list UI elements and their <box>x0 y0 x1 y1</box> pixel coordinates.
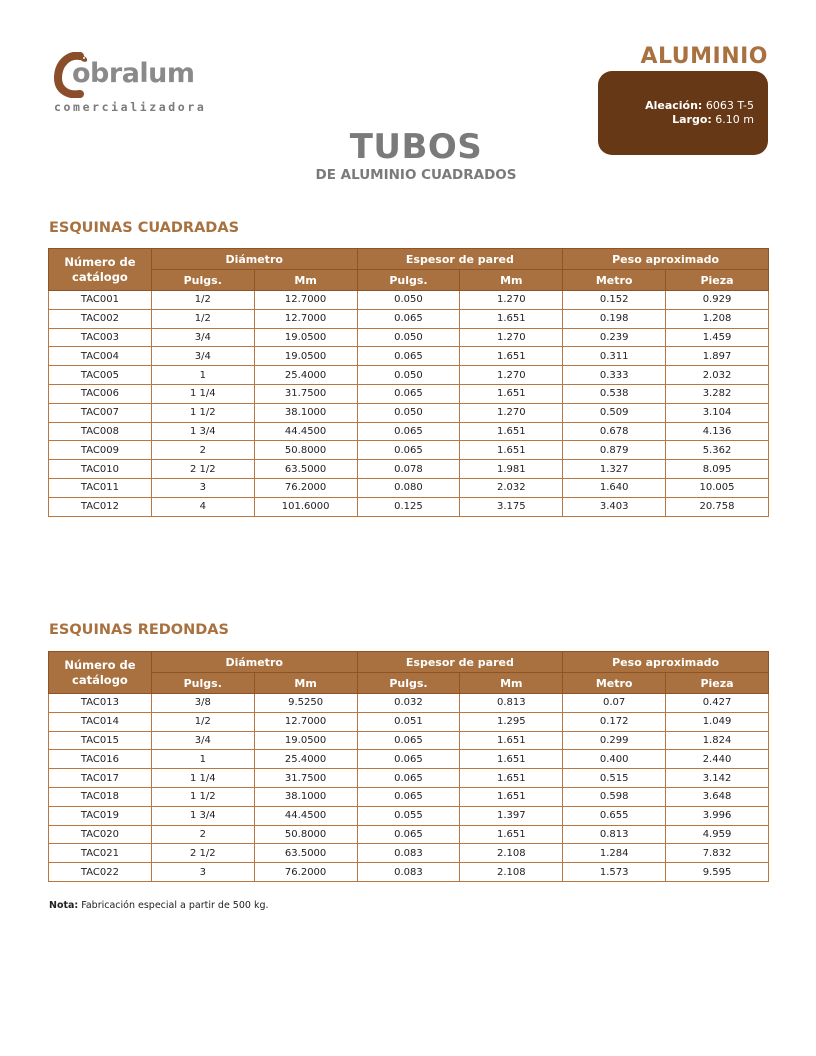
cell-diameter-pulgs: 1/2 <box>151 309 254 328</box>
cell-diameter-pulgs: 1 3/4 <box>151 806 254 825</box>
cell-diameter-mm: 101.6000 <box>254 497 357 516</box>
cell-weight-pieza: 0.929 <box>666 291 769 310</box>
header-wall-pulgs: Pulgs. <box>357 673 460 694</box>
length-value: 6.10 m <box>715 113 754 126</box>
cell-weight-pieza: 9.595 <box>666 863 769 882</box>
cell-weight-metro: 0.311 <box>563 347 666 366</box>
cell-diameter-pulgs: 3 <box>151 478 254 497</box>
cell-wall-mm: 1.651 <box>460 787 563 806</box>
cell-weight-metro: 1.284 <box>563 844 666 863</box>
cell-diameter-mm: 9.5250 <box>254 694 357 713</box>
table-row <box>49 844 769 863</box>
cell-weight-pieza: 4.959 <box>666 825 769 844</box>
cell-diameter-pulgs: 2 <box>151 825 254 844</box>
cell-weight-metro: 0.509 <box>563 403 666 422</box>
table-row <box>49 478 769 497</box>
cell-weight-metro: 1.327 <box>563 460 666 479</box>
cell-weight-metro: 1.573 <box>563 863 666 882</box>
cell-weight-pieza: 1.824 <box>666 731 769 750</box>
cell-weight-pieza: 3.996 <box>666 806 769 825</box>
cell-weight-pieza: 8.095 <box>666 460 769 479</box>
cell-wall-mm: 1.270 <box>460 403 563 422</box>
header-weight-pieza: Pieza <box>666 673 769 694</box>
page-title: TUBOS <box>349 127 483 167</box>
table-body <box>49 694 769 882</box>
cell-wall-pulgs: 0.083 <box>357 844 460 863</box>
cell-diameter-pulgs: 3 <box>151 863 254 882</box>
cell-weight-pieza: 2.032 <box>666 366 769 385</box>
cell-wall-pulgs: 0.050 <box>357 291 460 310</box>
header-wall-mm: Mm <box>460 270 563 291</box>
cell-wall-pulgs: 0.065 <box>357 731 460 750</box>
cell-wall-mm: 1.651 <box>460 309 563 328</box>
cell-wall-pulgs: 0.065 <box>357 825 460 844</box>
cell-wall-mm: 3.175 <box>460 497 563 516</box>
cell-catalog: TAC009 <box>49 441 152 460</box>
cell-wall-pulgs: 0.065 <box>357 347 460 366</box>
header-diameter: Diámetro <box>151 249 357 270</box>
cell-weight-metro: 0.198 <box>563 309 666 328</box>
cell-catalog: TAC006 <box>49 384 152 403</box>
table-row <box>49 384 769 403</box>
cell-wall-mm: 1.295 <box>460 712 563 731</box>
cell-diameter-mm: 12.7000 <box>254 712 357 731</box>
cell-weight-metro: 0.598 <box>563 787 666 806</box>
page-subtitle: DE ALUMINIO CUADRADOS <box>315 167 517 183</box>
table-row <box>49 863 769 882</box>
cell-weight-metro: 0.538 <box>563 384 666 403</box>
cell-weight-metro: 0.879 <box>563 441 666 460</box>
cell-weight-pieza: 3.648 <box>666 787 769 806</box>
cell-weight-metro: 0.152 <box>563 291 666 310</box>
cell-wall-mm: 2.108 <box>460 863 563 882</box>
header-diameter-pulgs: Pulgs. <box>151 270 254 291</box>
cell-diameter-mm: 19.0500 <box>254 731 357 750</box>
cell-diameter-mm: 25.4000 <box>254 366 357 385</box>
cell-weight-metro: 1.640 <box>563 478 666 497</box>
cell-weight-metro: 0.515 <box>563 769 666 788</box>
note-label: Nota: <box>49 900 79 911</box>
header-catalog: Número de catálogo <box>49 249 152 291</box>
table-row <box>49 694 769 713</box>
header-catalog: Número de catálogo <box>49 652 152 694</box>
table-row <box>49 291 769 310</box>
cell-weight-pieza: 10.005 <box>666 478 769 497</box>
cell-weight-metro: 0.239 <box>563 328 666 347</box>
cell-diameter-mm: 76.2000 <box>254 863 357 882</box>
cell-diameter-pulgs: 1 <box>151 750 254 769</box>
cell-wall-mm: 1.270 <box>460 328 563 347</box>
cell-diameter-mm: 76.2000 <box>254 478 357 497</box>
table-row <box>49 460 769 479</box>
company-logo <box>52 52 222 122</box>
table-row <box>49 309 769 328</box>
cell-wall-pulgs: 0.065 <box>357 750 460 769</box>
table-row <box>49 712 769 731</box>
header-wall-pulgs: Pulgs. <box>357 270 460 291</box>
cell-diameter-pulgs: 1 1/2 <box>151 403 254 422</box>
cell-catalog: TAC007 <box>49 403 152 422</box>
cell-weight-pieza: 7.832 <box>666 844 769 863</box>
cell-diameter-pulgs: 3/4 <box>151 731 254 750</box>
cell-weight-metro: 0.299 <box>563 731 666 750</box>
cell-wall-pulgs: 0.050 <box>357 403 460 422</box>
table-row <box>49 441 769 460</box>
cell-wall-pulgs: 0.065 <box>357 384 460 403</box>
header-diameter: Diámetro <box>151 652 357 673</box>
cell-diameter-mm: 50.8000 <box>254 825 357 844</box>
cell-diameter-pulgs: 3/4 <box>151 347 254 366</box>
cell-wall-mm: 1.651 <box>460 347 563 366</box>
length-line <box>598 113 754 127</box>
cell-wall-mm: 1.397 <box>460 806 563 825</box>
cell-diameter-pulgs: 1 <box>151 366 254 385</box>
cell-catalog: TAC020 <box>49 825 152 844</box>
cell-wall-pulgs: 0.050 <box>357 328 460 347</box>
cell-diameter-pulgs: 1 1/4 <box>151 769 254 788</box>
header-weight: Peso aproximado <box>563 652 769 673</box>
header-wall: Espesor de pared <box>357 249 563 270</box>
header-weight-metro: Metro <box>563 673 666 694</box>
cell-diameter-pulgs: 1/2 <box>151 291 254 310</box>
cell-wall-pulgs: 0.065 <box>357 769 460 788</box>
cell-weight-metro: 0.655 <box>563 806 666 825</box>
cell-diameter-pulgs: 1/2 <box>151 712 254 731</box>
cell-catalog: TAC021 <box>49 844 152 863</box>
table-row <box>49 422 769 441</box>
cell-weight-pieza: 3.104 <box>666 403 769 422</box>
table-row <box>49 347 769 366</box>
cell-wall-mm: 1.651 <box>460 441 563 460</box>
cell-diameter-pulgs: 2 1/2 <box>151 460 254 479</box>
cell-wall-mm: 1.651 <box>460 825 563 844</box>
header-weight: Peso aproximado <box>563 249 769 270</box>
cell-catalog: TAC004 <box>49 347 152 366</box>
cell-weight-metro: 0.172 <box>563 712 666 731</box>
cell-diameter-pulgs: 2 <box>151 441 254 460</box>
length-label: Largo: <box>672 113 712 126</box>
cell-diameter-pulgs: 1 3/4 <box>151 422 254 441</box>
cell-wall-mm: 1.270 <box>460 366 563 385</box>
header-weight-metro: Metro <box>563 270 666 291</box>
cell-wall-pulgs: 0.083 <box>357 863 460 882</box>
footer-note <box>49 900 269 911</box>
table-row <box>49 825 769 844</box>
cell-weight-pieza: 1.208 <box>666 309 769 328</box>
header-wall: Espesor de pared <box>357 652 563 673</box>
cell-weight-pieza: 4.136 <box>666 422 769 441</box>
cell-wall-mm: 1.981 <box>460 460 563 479</box>
cell-weight-pieza: 2.440 <box>666 750 769 769</box>
cell-diameter-mm: 19.0500 <box>254 347 357 366</box>
header-wall-mm: Mm <box>460 673 563 694</box>
cell-diameter-mm: 19.0500 <box>254 328 357 347</box>
table-row <box>49 403 769 422</box>
cell-wall-pulgs: 0.065 <box>357 441 460 460</box>
note-text: Fabricación especial a partir de 500 kg. <box>81 900 269 911</box>
table-row <box>49 731 769 750</box>
table-row <box>49 328 769 347</box>
table-square-corners <box>48 248 769 517</box>
cell-diameter-mm: 31.7500 <box>254 384 357 403</box>
cell-catalog: TAC015 <box>49 731 152 750</box>
cell-catalog: TAC003 <box>49 328 152 347</box>
cell-weight-metro: 0.678 <box>563 422 666 441</box>
cell-catalog: TAC005 <box>49 366 152 385</box>
table-round-corners <box>48 651 769 882</box>
cell-wall-pulgs: 0.065 <box>357 787 460 806</box>
cell-diameter-pulgs: 2 1/2 <box>151 844 254 863</box>
section-title-square-corners: ESQUINAS CUADRADAS <box>49 220 240 236</box>
cell-wall-mm: 2.032 <box>460 478 563 497</box>
cell-catalog: TAC008 <box>49 422 152 441</box>
cell-catalog: TAC002 <box>49 309 152 328</box>
cell-wall-mm: 1.651 <box>460 769 563 788</box>
cell-catalog: TAC010 <box>49 460 152 479</box>
table-row <box>49 787 769 806</box>
header-diameter-pulgs: Pulgs. <box>151 673 254 694</box>
material-title: ALUMINIO <box>640 44 768 69</box>
cell-catalog: TAC022 <box>49 863 152 882</box>
cell-wall-pulgs: 0.050 <box>357 366 460 385</box>
table-row <box>49 497 769 516</box>
cell-diameter-mm: 38.1000 <box>254 403 357 422</box>
cell-wall-mm: 2.108 <box>460 844 563 863</box>
cell-diameter-mm: 50.8000 <box>254 441 357 460</box>
cell-wall-pulgs: 0.032 <box>357 694 460 713</box>
cell-catalog: TAC011 <box>49 478 152 497</box>
alloy-line <box>598 99 754 113</box>
table-row <box>49 806 769 825</box>
cell-wall-pulgs: 0.065 <box>357 309 460 328</box>
cell-weight-pieza: 0.427 <box>666 694 769 713</box>
cell-diameter-mm: 63.5000 <box>254 844 357 863</box>
cell-wall-mm: 0.813 <box>460 694 563 713</box>
cell-wall-pulgs: 0.080 <box>357 478 460 497</box>
cell-diameter-mm: 25.4000 <box>254 750 357 769</box>
cell-wall-mm: 1.651 <box>460 750 563 769</box>
cell-weight-metro: 0.07 <box>563 694 666 713</box>
header-diameter-mm: Mm <box>254 673 357 694</box>
cell-diameter-pulgs: 1 1/2 <box>151 787 254 806</box>
alloy-value: 6063 T-5 <box>705 99 754 112</box>
cell-weight-pieza: 1.049 <box>666 712 769 731</box>
cell-weight-pieza: 1.897 <box>666 347 769 366</box>
cell-diameter-pulgs: 1 1/4 <box>151 384 254 403</box>
cell-weight-metro: 0.813 <box>563 825 666 844</box>
cell-weight-pieza: 3.142 <box>666 769 769 788</box>
cell-wall-pulgs: 0.051 <box>357 712 460 731</box>
cell-weight-pieza: 3.282 <box>666 384 769 403</box>
cell-catalog: TAC018 <box>49 787 152 806</box>
table-row <box>49 366 769 385</box>
cell-catalog: TAC014 <box>49 712 152 731</box>
cell-weight-pieza: 5.362 <box>666 441 769 460</box>
cell-catalog: TAC019 <box>49 806 152 825</box>
cell-diameter-pulgs: 3/4 <box>151 328 254 347</box>
cell-wall-mm: 1.651 <box>460 422 563 441</box>
cell-diameter-pulgs: 4 <box>151 497 254 516</box>
cell-diameter-mm: 12.7000 <box>254 309 357 328</box>
cell-diameter-mm: 38.1000 <box>254 787 357 806</box>
section-title-round-corners: ESQUINAS REDONDAS <box>49 622 229 638</box>
cell-diameter-mm: 31.7500 <box>254 769 357 788</box>
cell-catalog: TAC013 <box>49 694 152 713</box>
table-row <box>49 750 769 769</box>
cell-diameter-mm: 44.4500 <box>254 422 357 441</box>
alloy-label: Aleación: <box>645 99 703 112</box>
cell-weight-pieza: 20.758 <box>666 497 769 516</box>
header-weight-pieza: Pieza <box>666 270 769 291</box>
cell-wall-pulgs: 0.065 <box>357 422 460 441</box>
cell-catalog: TAC017 <box>49 769 152 788</box>
cell-catalog: TAC012 <box>49 497 152 516</box>
cell-wall-pulgs: 0.055 <box>357 806 460 825</box>
table-row <box>49 769 769 788</box>
cell-catalog: TAC016 <box>49 750 152 769</box>
logo-subtitle: comercializadora <box>54 100 207 114</box>
header-diameter-mm: Mm <box>254 270 357 291</box>
cell-weight-pieza: 1.459 <box>666 328 769 347</box>
cell-weight-metro: 3.403 <box>563 497 666 516</box>
cell-diameter-mm: 44.4500 <box>254 806 357 825</box>
cell-wall-mm: 1.270 <box>460 291 563 310</box>
logo-wordmark: obralum <box>72 58 195 89</box>
cell-diameter-mm: 63.5000 <box>254 460 357 479</box>
cell-weight-metro: 0.333 <box>563 366 666 385</box>
cell-wall-pulgs: 0.125 <box>357 497 460 516</box>
cell-wall-pulgs: 0.078 <box>357 460 460 479</box>
cell-wall-mm: 1.651 <box>460 731 563 750</box>
table-body <box>49 291 769 517</box>
cell-diameter-mm: 12.7000 <box>254 291 357 310</box>
cell-wall-mm: 1.651 <box>460 384 563 403</box>
cell-catalog: TAC001 <box>49 291 152 310</box>
cell-diameter-pulgs: 3/8 <box>151 694 254 713</box>
cell-weight-metro: 0.400 <box>563 750 666 769</box>
